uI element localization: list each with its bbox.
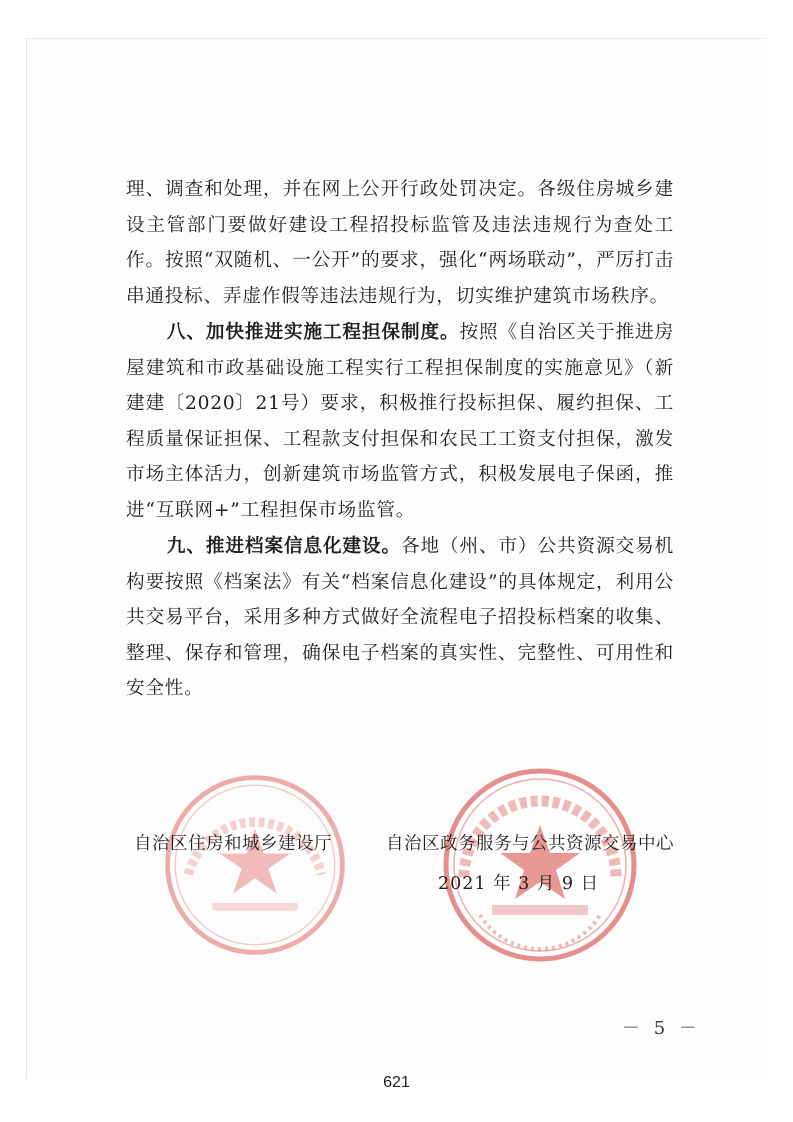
footer-page-index: 621 (383, 1074, 410, 1091)
section-9-body: 各地（州、市）公共资源交易机构要按照《档案法》有关“档案信息化建设”的具体规定，利用公共交易平台，采用多种方式做好全流程电子招投标档案的收集、整理、保存和管理，确保电子档案的真实性、完整性、可用性和安全性。 (126, 536, 674, 699)
section-9-heading: 九、推进档案信息化建设。 (166, 536, 401, 557)
paragraph-section-8 (126, 315, 674, 528)
signing-date: 2021 年 3 月 9 日 (438, 874, 600, 894)
signatory-left: 自治区住房和城乡建设厅 (134, 834, 332, 854)
signatory-right: 自治区政务服务与公共资源交易中心 (386, 834, 674, 854)
official-seal-left (160, 770, 350, 960)
paragraph-section-9 (126, 529, 674, 707)
page-number: － 5 － (622, 1018, 701, 1039)
official-seal-right (440, 765, 640, 965)
section-8-body: 按照《自治区关于推进房屋建筑和市政基础设施工程实行工程担保制度的实施意见》（新建建〔2020〕21号）要求，积极推行投标担保、履约担保、工程质量保证担保、工程款支付担保和农民工工资支付担保，激发市场主体活力，创新建筑市场监管方式，积极发展电子保函，推进“互联网+”工程担保市场监管。 (126, 322, 674, 521)
section-8-heading: 八、加快推进实施工程担保制度。 (166, 322, 460, 343)
paragraph-continuation: 理、调查和处理，并在网上公开行政处罚决定。各级住房城乡建设主管部门要做好建设工程招投标监管及违法违规行为查处工作。按照“双随机、一公开”的要求，强化“两场联动”，严厉打击串通投标、弄虚作假等违法违规行为，切实维护建筑市场秩序。 (126, 179, 674, 307)
document-body (126, 172, 674, 707)
